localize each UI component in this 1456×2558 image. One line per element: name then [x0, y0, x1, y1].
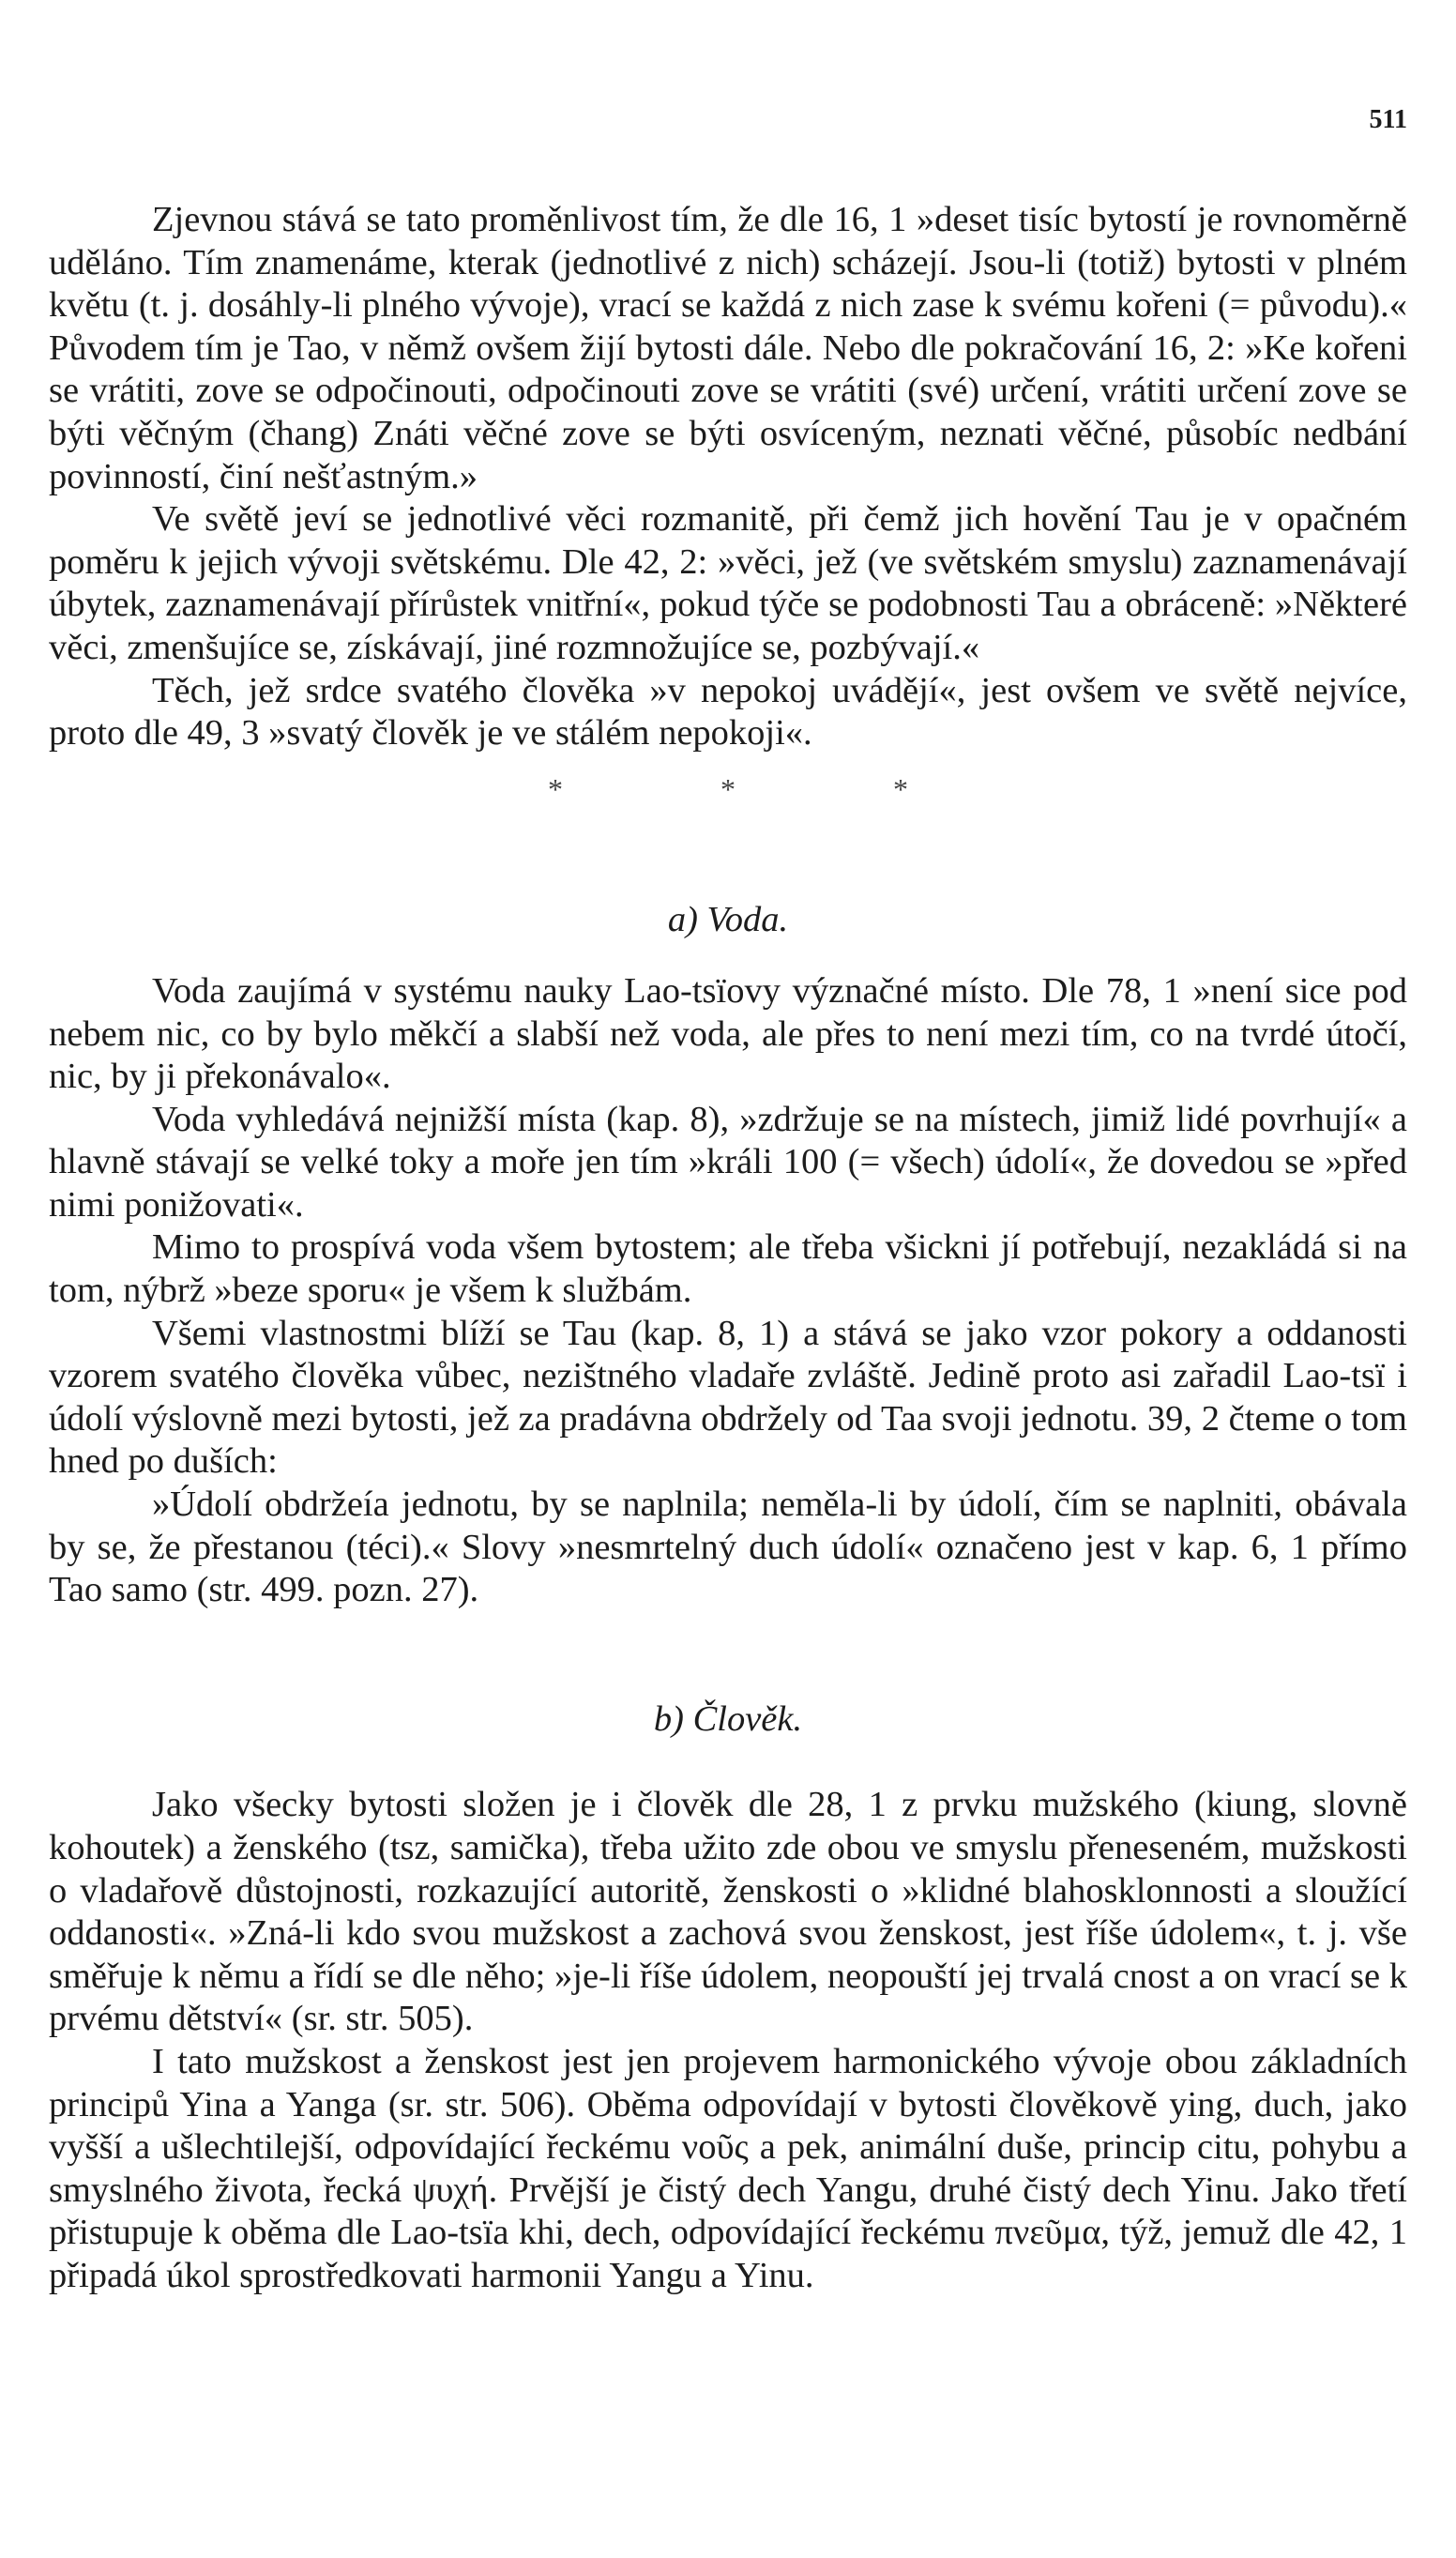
- paragraph: »Údolí obdržeía jednotu, by se naplnila; neměla-li by údolí, čím se naplniti, obávala by se, že přestanou (téci).« Slovy »nesmrtelný duch údolí« označeno jest v kap. 6, 1 přímo Tao samo (str. 499. pozn. 27).: [49, 1485, 1407, 1610]
- paragraph: Jako všecky bytosti složen je i člověk dle 28, 1 z prvku mužského (kiung, slovně kohoutek) a ženského (tsz, samička), třeba užito zde obou ve smyslu přeneseném, mužskosti o vladařově důstojnosti, rozkazující autoritě, ženskosti o »klidné blahosklonnosti a sloužící oddanosti«. »Zná-li kdo svou mužskost a zachová svou ženskost, jest říše údolem«, t. j. vše směřuje k němu a řídí se dle něho; »je-li říše údolem, neopouští jej trvalá cnost a on vrací se k prvému dětství« (sr. str. 505).: [49, 1785, 1407, 2039]
- paragraph: Voda zaujímá v systému nauky Lao-tsïovy význačné místo. Dle 78, 1 »není sice pod nebem nic, co by bylo měkčí a slabší než voda, ale přes to není mezi tím, co na tvrdé útočí, nic, by ji překonávalo«.: [49, 970, 1407, 1097]
- page-content: [49, 199, 1407, 2298]
- section-heading-voda: a) Voda.: [667, 900, 789, 940]
- section-separator: * * *: [548, 771, 983, 806]
- paragraph: Voda vyhledává nejnižší místa (kap. 8), »zdržuje se na místech, jimiž lidé povrhují« a hlavně stávají se velké toky a moře jen tím »králi 100 (= všech) údolí«, že dovedou se »před nimi ponižovati«.: [49, 1099, 1407, 1225]
- paragraph: Mimo to prospívá voda všem bytostem; ale třeba všickni jí potřebují, nezakládá si na tom, nýbrž »beze sporu« je všem k službám.: [49, 1227, 1407, 1311]
- paragraph: Zjevnou stává se tato proměnlivost tím, že dle 16, 1 »deset tisíc bytostí je rovnoměrně uděláno. Tím znamenáme, kterak (jednotlivé z nich) scházejí. Jsou-li (totiž) bytosti v plném květu (t. j. dosáhly-li plného vývoje), vrací se každá z nich zase k svému kořeni (= původu).« Původem tím je Tao, v němž ovšem žijí bytosti dále. Nebo dle pokračování 16, 2: »Ke kořeni se vrátiti, zove se odpočinouti, odpočinouti zove se vrátiti (své) určení, vrátiti určení zove se býti věčným (čhang) Znáti věčné zove se býti osvíceným, neznati věčné, působíc nedbání povinností, činí nešťastným.»: [49, 200, 1407, 496]
- paragraph: Všemi vlastnostmi blíží se Tau (kap. 8, 1) a stává se jako vzor pokory a oddanosti vzorem svatého člověka vůbec, nezištného vladaře zvláště. Jedině proto asi zařadil Lao-tsï i údolí výslovně mezi bytosti, jež za pradávna obdržely od Taa svoji jednotu. 39, 2 čteme o tom hned po duších:: [49, 1313, 1407, 1482]
- paragraph: Těch, jež srdce svatého člověka »v nepokoj uvádějí«, jest ovšem ve světě nejvíce, proto dle 49, 3 »svatý člověk je ve stálém nepokoji«.: [49, 670, 1407, 754]
- section-heading-clovek: b) Člověk.: [653, 1698, 803, 1739]
- paragraph: Ve světě jeví se jednotlivé věci rozmanitě, při čemž jich hovění Tau je v opačném poměru k jejich vývoji světskému. Dle 42, 2: »věci, jež (ve světském smyslu) zaznamenávají úbytek, zaznamenávají přírůstek vnitřní«, pokud týče se podobnosti Tau a obráceně: »Některé věci, zmenšujíce se, získávají, jiné rozmnožujíce se, pozbývají.«: [49, 499, 1407, 667]
- paragraph: I tato mužskost a ženskost jest jen projevem harmonického vývoje obou základních principů Yina a Yanga (sr. str. 506). Oběma odpovídají v bytosti člověkově ying, duch, jako vyšší a ušlechtilejší, odpovídající řeckému νοῦς a pek, animální duše, princip citu, pohybu a smyslného života, řecká ψυχή. Prvější je čistý dech Yangu, druhé čistý dech Yinu. Jako třetí přistupuje k oběma dle Lao-tsïa khi, dech, odpovídající řeckému πνεῦμα, týž, jemuž dle 42, 1 připadá úkol sprostředkovati harmonii Yangu a Yinu.: [49, 2041, 1407, 2295]
- page-number: 511: [1369, 105, 1407, 134]
